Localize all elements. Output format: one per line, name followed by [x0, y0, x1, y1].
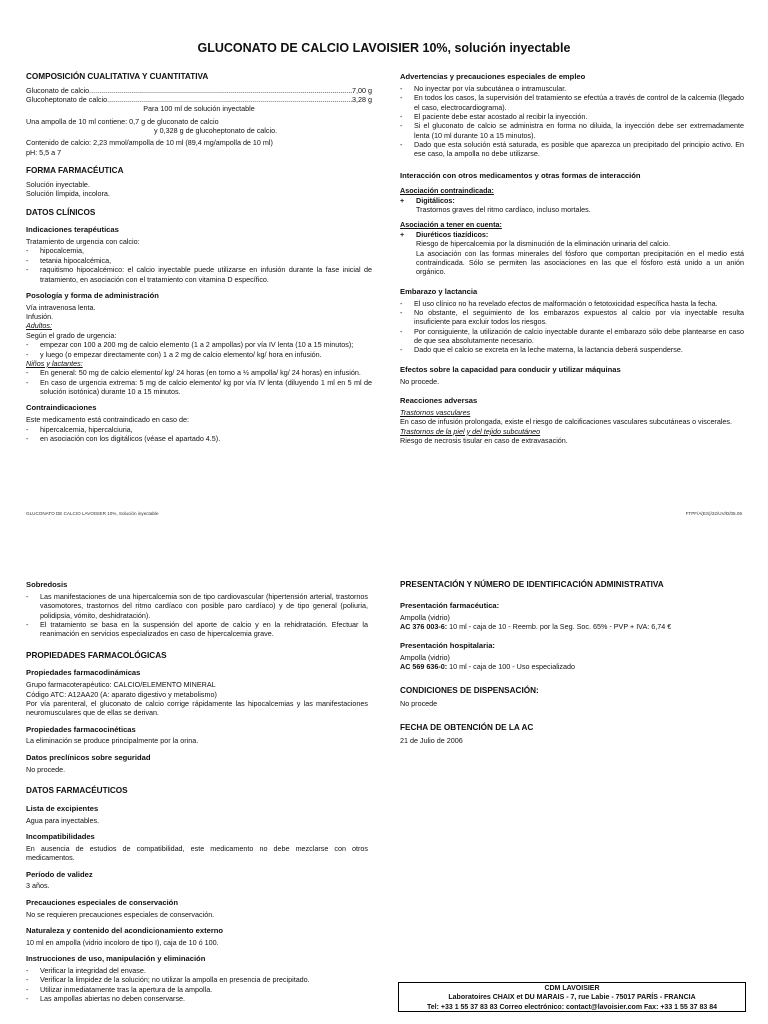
list-item: - Por consiguiente, la utilización de calcio inyectable durante el embarazo sólo debe plantearse en caso de que sea absolutamente necesario. — [400, 327, 744, 346]
reacciones-sub-1: Trastornos vasculares — [400, 407, 471, 417]
advertencias-list — [400, 84, 744, 159]
validez-text: 3 años. — [26, 881, 50, 891]
list-item: - Dado que esta solución está saturada, es posible que aparezca un precipitado del principio activo. En ese caso, la ampolla no debe utilizarse. — [400, 140, 744, 159]
list-item: - Las ampollas abiertas no deben conservarse. — [26, 994, 368, 1003]
efectos-text: No procede. — [400, 376, 440, 386]
interaccion-heading: Interacción con otros medicamentos y otras formas de interacción — [400, 170, 641, 180]
preclinicos-heading: Datos preclínicos sobre seguridad — [26, 752, 151, 762]
adultos-intro: Según el grado de urgencia: — [26, 330, 117, 340]
ac-code: AC 376 003-6: — [400, 621, 448, 631]
condiciones-text: No procede — [400, 699, 438, 709]
farmacodinamicas-heading: Propiedades farmacodinámicas — [26, 668, 141, 678]
list-item: - Dado que el calcio se excreta en la leche materna, la lactancia deberá suspenderse. — [400, 345, 744, 354]
document-title: GLUCONATO DE CALCIO LAVOISIER 10%, solución inyectable — [197, 41, 571, 55]
list-item: - El uso clínico no ha revelado efectos de malformación o fetotoxicidad específica hasta la fecha. — [400, 299, 744, 308]
footer-left: GLUCONATO DE CALCIO LAVOISIER 10%, Solución inyectable — [26, 511, 159, 516]
ampolla-line-a: Una ampolla de 10 ml contiene: 0,7 g de gluconato de calcio — [26, 116, 219, 126]
posologia-heading: Posología y forma de administración — [26, 290, 159, 300]
posologia-line-1: Vía intravenosa lenta. — [26, 302, 96, 312]
contraindicaciones-intro: Este medicamento está contraindicado en caso de: — [26, 415, 190, 425]
list-item: - El tratamiento se basa en la suspensión del aporte de calcio y en la rehidratación. Efectuar la reanimación en servicios especializados en caso de hipercalcemia grave. — [26, 620, 368, 639]
page2-left-column — [26, 580, 368, 1003]
page1-left-column — [26, 72, 372, 443]
advertencias-heading: Advertencias y precauciones especiales de empleo — [400, 72, 586, 81]
list-item: - En todos los casos, la supervisión del tratamiento se efectúa a través de control de la calcemia (llegado el caso, electrocardiograma). — [400, 93, 744, 112]
company-contact: Tel: +33 1 55 37 83 83 Correo electrónico: contact@lavoisier.com Fax: +33 1 55 37 83 84 — [427, 1003, 717, 1011]
incompatibilidades-text: En ausencia de estudios de compatibilidad, este medicamento no debe mezclarse con otros medicamentos. — [26, 843, 368, 863]
list-item: - No inyectar por vía subcutánea o intramuscular. — [400, 84, 744, 93]
list-item: - hipocalcemia, — [26, 246, 372, 255]
farmacodinamicas-text: Por vía parenteral, el gluconato de calcio corrige rápidamente las hipocalcemias y las manifestaciones neuromusculares que de ellas se derivan. — [26, 698, 368, 718]
conservacion-heading: Precauciones especiales de conservación — [26, 897, 178, 907]
sobredosis-list — [26, 592, 368, 639]
ac-code: AC 569 636-0: — [400, 662, 448, 672]
asociacion-a-tener-en-cuenta: Asociación a tener en cuenta: — [400, 219, 502, 229]
list-item: - y luego (o empezar directamente con) 1 a 2 mg de calcio elemento/ kg/ hora en infusión. — [26, 350, 372, 359]
composicion-line-1: Gluconato de calcio ..... 7,00 g — [26, 86, 372, 95]
farmacologicas-heading: PROPIEDADES FARMACOLÓGICAS — [26, 650, 167, 660]
diureticos-entry: + Diuréticos tiazídicos: Riesgo de hipercalcemia por la disminución de la eliminación urinaria del calcio. La asociación con las formas minerales del fósforo que comportan precipitación en el medio está contraindicada. Sólo se permiten las asociaciones en las que el fósforo está unido a un anión orgánico. — [400, 230, 744, 277]
plus-icon: + — [400, 195, 405, 205]
company-name: CDM LAVOISIER — [544, 985, 600, 992]
list-item: - hipercalcemia, hipercalciuria, — [26, 425, 372, 434]
indicaciones-intro: Tratamiento de urgencia con calcio: — [26, 237, 140, 247]
list-item: - El paciente debe estar acostado al recibir la inyección. — [400, 112, 744, 121]
embarazo-list — [400, 299, 744, 355]
list-item: - No obstante, el seguimiento de los embarazos expuestos al calcio por vía inyectable resulta insuficiente para excluir todos los riesgos. — [400, 308, 744, 327]
company-address: Laboratoires CHAIX et DU MARAIS - 7, rue Labie - 75017 PARÍS - FRANCIA — [448, 994, 696, 1002]
ninos-list — [26, 368, 372, 396]
reacciones-text-1: En caso de infusión prolongada, existe el riesgo de calcificaciones vasculares subcutáneas o viscerales. — [400, 417, 733, 427]
condiciones-heading: CONDICIONES DE DISPENSACIÓN: — [400, 685, 539, 695]
conservacion-text: No se requieren precauciones especiales de conservación. — [26, 909, 215, 919]
grupo-farmacoterapeutico: Grupo farmacoterapéutico: CALCIO/ELEMENTO MINERAL — [26, 680, 216, 690]
composicion-heading: COMPOSICIÓN CUALITATIVA Y CUANTITATIVA — [26, 72, 209, 81]
ninos-label: Niños y lactantes: — [26, 358, 83, 368]
list-item: - raquitismo hipocalcémico: el calcio inyectable puede utilizarse en infusión durante la fase inicial de tratamiento, en asociación con el tratamiento con vitamina D específico. — [26, 265, 372, 284]
reacciones-sub-2: Trastornos de la piel y del tejido subcutáneo — [400, 426, 541, 436]
list-item: - En caso de urgencia extrema: 5 mg de calcio elemento/ kg por vía IV lenta (diluyendo 1 ml en 5 ml de solución isotónica) durante 10 a 15 minutos. — [26, 378, 372, 397]
embarazo-heading: Embarazo y lactancia — [400, 286, 478, 296]
reacciones-text-2: Riesgo de necrosis tisular en caso de extravasación. — [400, 436, 568, 445]
list-item: - En general: 50 mg de calcio elemento/ kg/ 24 horas (en torno a ½ ampolla/ kg/ 24 horas) en infusión. — [26, 368, 372, 377]
reacciones-heading: Reacciones adversas — [400, 396, 478, 406]
list-item: - Las manifestaciones de una hipercalcemia son de tipo cardiovascular (hipertensión arterial, trastornos vasomotores, trastornos del ritmo cardíaco con posible paro cardíaco) y de tipo general (poliuria, polidipsia, vómito, deshidratación). — [26, 592, 368, 620]
composicion-per: Para 100 ml de solución inyectable — [143, 104, 255, 114]
page2-right-column — [400, 580, 744, 746]
contraindicaciones-heading: Contraindicaciones — [26, 403, 97, 413]
list-item: - en asociación con los digitálicos (véase el apartado 4.5). — [26, 434, 372, 443]
forma-heading: FORMA FARMACÉUTICA — [26, 166, 124, 176]
ampolla-line-b: y 0,328 g de glucoheptonato de calcio. — [154, 126, 278, 136]
forma-line-2: Solución límpida, incolora. — [26, 189, 110, 199]
forma-line-1: Solución inyectable. — [26, 179, 90, 189]
fecha-text: 21 de Julio de 2006 — [400, 736, 463, 746]
farmaceuticos-heading: DATOS FARMACÉUTICOS — [26, 786, 128, 796]
list-item: - Verificar la integridad del envase. — [26, 966, 368, 975]
list-item: - Utilizar inmediatamente tras la apertura de la ampolla. — [26, 985, 368, 994]
adultos-list — [26, 340, 372, 359]
farmacocineticas-text: La eliminación se produce principalmente por la orina. — [26, 736, 199, 746]
footer-right: FTPF/A(ES)/22/UV/D/05.06 — [685, 511, 742, 516]
contenido-calcio: Contenido de calcio: 2,23 mmol/ampolla de 10 ml (89,4 mg/ampolla de 10 ml) — [26, 138, 273, 148]
plus-icon: + — [400, 230, 405, 240]
indicaciones-list — [26, 246, 372, 283]
ph-value: pH: 5,5 a 7 — [26, 147, 62, 157]
company-info-box — [398, 982, 746, 1012]
efectos-heading: Efectos sobre la capacidad para conducir y utilizar máquinas — [400, 364, 621, 374]
list-item: - tetania hipocalcémica, — [26, 256, 372, 265]
instrucciones-list — [26, 966, 368, 1003]
list-item: - Verificar la limpidez de la solución; no utilizar la ampolla en presencia de precipitado. — [26, 975, 368, 984]
naturaleza-text: 10 ml en ampolla (vidrio incoloro de tipo I), caja de 10 ó 100. — [26, 937, 219, 947]
presentacion-farmaceutica-line-2: AC 376 003-6: 10 ml - caja de 10 - Reemb. por la Seg. Soc. 65% - PVP + IVA: 6,74 € — [400, 621, 672, 631]
sobredosis-heading: Sobredosis — [26, 580, 68, 589]
presentacion-farmaceutica-heading: Presentación farmacéutica: — [400, 600, 500, 610]
presentacion-hospitalaria-line-2: AC 569 636-0: 10 ml - caja de 100 - Uso especializado — [400, 662, 576, 672]
incompatibilidades-heading: Incompatibilidades — [26, 831, 95, 841]
presentacion-hospitalaria-heading: Presentación hospitalaria: — [400, 641, 495, 651]
codigo-atc: Código ATC: A12AA20 (A: aparato digestivo y metabolismo) — [26, 689, 217, 699]
presentacion-farmaceutica-line-1: Ampolla (vidrio) — [400, 612, 450, 622]
instrucciones-heading: Instrucciones de uso, manipulación y eliminación — [26, 954, 206, 964]
naturaleza-heading: Naturaleza y contenido del acondicionamiento externo — [26, 925, 224, 935]
clinicos-heading: DATOS CLÍNICOS — [26, 207, 96, 217]
page1-right-column — [400, 72, 744, 445]
presentacion-heading: PRESENTACIÓN Y NÚMERO DE IDENTIFICACIÓN ADMINISTRATIVA — [400, 580, 664, 589]
composicion-line-2: Glucoheptonato de calcio ..... 3,28 g — [26, 95, 372, 104]
preclinicos-text: No procede. — [26, 764, 66, 774]
indicaciones-heading: Indicaciones terapéuticas — [26, 225, 119, 235]
digitalicos-entry: + Digitálicos: Trastornos graves del ritmo cardíaco, incluso mortales. — [400, 195, 591, 215]
list-item: - empezar con 100 a 200 mg de calcio elemento (1 a 2 ampollas) por vía IV lenta (10 a 15 minutos); — [26, 340, 372, 349]
excipientes-text: Agua para inyectables. — [26, 815, 100, 825]
excipientes-heading: Lista de excipientes — [26, 803, 99, 813]
asociacion-contraindicada: Asociación contraindicada: — [400, 185, 494, 195]
posologia-line-2: Infusión. — [26, 312, 54, 322]
validez-heading: Período de validez — [26, 869, 93, 879]
adultos-label: Adultos: — [26, 321, 52, 331]
farmacocineticas-heading: Propiedades farmacocinéticas — [26, 724, 136, 734]
presentacion-hospitalaria-line-1: Ampolla (vidrio) — [400, 653, 450, 663]
fecha-heading: FECHA DE OBTENCIÓN DE LA AC — [400, 722, 534, 732]
list-item: - Si el gluconato de calcio se administra en forma no diluida, la inyección debe ser extremadamente lenta (10 ml durante 10 a 15 minutos). — [400, 121, 744, 140]
contraindicaciones-list — [26, 425, 372, 444]
